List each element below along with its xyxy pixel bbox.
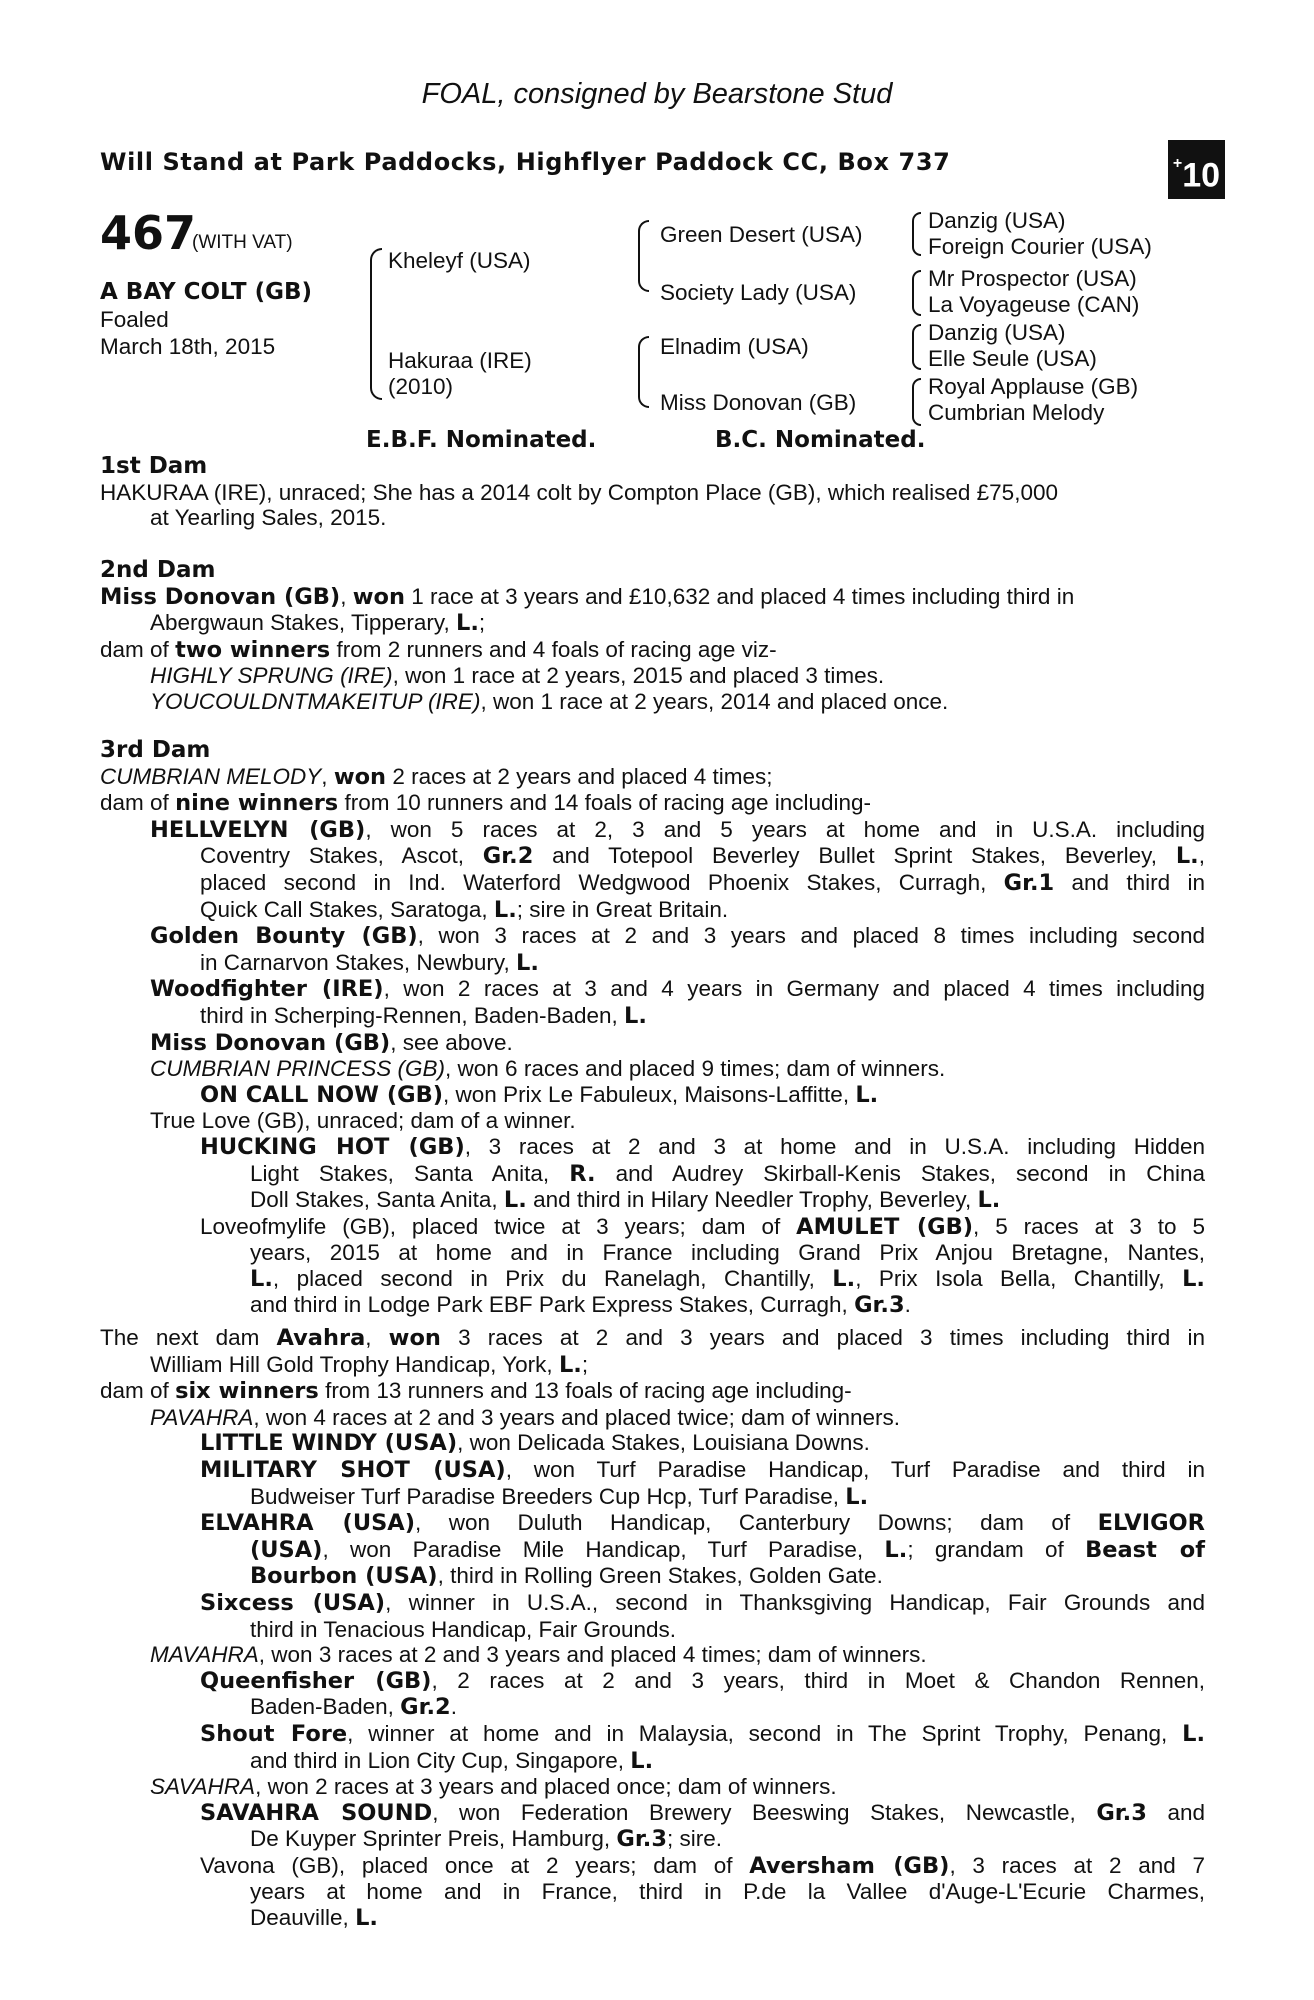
text: Light Stakes, Santa Anita, [250, 1160, 550, 1186]
horse-name: SAVAHRA SOUND [200, 1799, 433, 1826]
listed-mark: L. [355, 1905, 378, 1932]
text: placed second in Ind. Waterford Wedgwood Phoenix Stakes, Curragh, [200, 869, 987, 895]
text: ; sire. [666, 1826, 722, 1852]
first-dam-line-1: HAKURAA (IRE), unraced; She has a 2014 colt by Compton Place (GB), which realised £75,000 [100, 479, 1058, 505]
horse-name: CUMBRIAN PRINCESS (GB) [150, 1056, 446, 1082]
horse-name: Queenfisher (GB) [200, 1667, 432, 1694]
restricted-mark: R. [569, 1160, 596, 1187]
produce-line [100, 1668, 1205, 1695]
separator: , [365, 1325, 372, 1350]
text: , won 6 races and placed 9 times; dam of winners. [445, 1056, 946, 1082]
text: , won Prix Le Fabuleux, Maisons-Laffitte, [443, 1081, 850, 1107]
pedigree-dam-sire: Elnadim (USA) [660, 334, 809, 359]
badge-number: 10 [1182, 156, 1221, 195]
separator: , [340, 583, 347, 609]
produce-line [100, 1292, 1205, 1319]
produce-line [100, 950, 1205, 977]
horse-name: Avahra [276, 1325, 366, 1351]
text: ; sire in Great Britain. [516, 896, 729, 922]
lot-description: A BAY COLT (GB) [100, 279, 313, 305]
second-dam-section [100, 558, 1205, 715]
text: from 10 runners and 14 foals of racing age including- [344, 790, 872, 816]
produce-line [100, 1826, 1205, 1853]
produce-line [100, 1694, 1205, 1721]
produce-line [100, 923, 1205, 950]
text: Baden-Baden, [250, 1694, 394, 1720]
pedigree-g8: Cumbrian Melody [928, 400, 1105, 425]
text: and third in Lion City Cup, Singapore, [250, 1747, 624, 1773]
pedigree-g4: La Voyageuse (CAN) [928, 292, 1140, 317]
winners-count: six winners [175, 1378, 319, 1405]
second-dam-heading: 2nd Dam [100, 557, 216, 583]
text: , won Delicada Stakes, Louisiana Downs. [457, 1430, 870, 1456]
pedigree-brace-g4 [912, 378, 921, 426]
horse-name: Woodfighter (IRE) [150, 976, 384, 1003]
text: , won 5 races at 2, 3 and 5 years at home and in U.S.A. including [365, 816, 1205, 842]
listed-mark: L. [855, 1081, 879, 1108]
text: , 3 races at 2 and 3 at home and in U.S.A. including Hidden [464, 1133, 1205, 1159]
listed-mark: L. [515, 949, 539, 976]
text: , won Federation Brewery Beeswing Stakes, Newcastle, [432, 1799, 1076, 1825]
vat-note: (WITH VAT) [192, 232, 293, 253]
text: ; [581, 1351, 589, 1377]
produce-line [100, 1563, 1205, 1590]
produce-line [100, 1905, 1205, 1932]
text: , won Turf Paradise Handicap, Turf Paradise and third in [505, 1456, 1205, 1482]
text: . [450, 1694, 457, 1720]
group-mark: Gr.3 [616, 1826, 667, 1853]
horse-name: CUMBRIAN MELODY [100, 763, 322, 789]
horse-name: SAVAHRA [150, 1774, 256, 1800]
next-dam-line-3 [100, 1378, 1205, 1405]
listed-mark: L. [977, 1187, 1001, 1214]
horse-name: Sixcess (USA) [200, 1589, 386, 1616]
third-dam-section [100, 738, 1205, 1319]
horse-name: HUCKING HOT (GB) [200, 1133, 465, 1160]
produce-line [100, 1642, 1205, 1668]
listed-mark: L. [456, 610, 479, 637]
horse-name: YOUCOULDNTMAKEITUP (IRE) [150, 688, 481, 714]
text: from 13 runners and 13 foals of racing age including- [325, 1378, 852, 1404]
won-label: won [388, 1325, 441, 1351]
text: , won Duluth Handicap, Canterbury Downs; dam of [415, 1510, 1071, 1536]
first-dam-heading: 1st Dam [100, 453, 208, 479]
first-dam-line-2: at Yearling Sales, 2015. [150, 505, 387, 531]
text: ; [478, 610, 486, 636]
pedigree-sire: Kheleyf (USA) [388, 248, 531, 273]
produce-line [100, 1134, 1205, 1161]
text: Quick Call Stakes, Saratoga, [200, 896, 488, 922]
winners-count: two winners [175, 636, 331, 663]
separator: , [321, 763, 328, 789]
text: , [1198, 843, 1205, 869]
text: , winner at home and in Malaysia, second in The Sprint Trophy, Penang, [347, 1720, 1168, 1746]
produce-line [100, 1214, 1205, 1241]
produce-line: years, 2015 at home and in France including Grand Prix Anjou Bretagne, Nantes, [250, 1240, 1205, 1266]
produce-line [100, 1853, 1205, 1880]
listed-mark: L. [884, 1536, 908, 1563]
pedigree-brace-g3 [912, 324, 921, 370]
text: ; grandam of [907, 1536, 1064, 1562]
second-dam-line-1 [100, 584, 1205, 611]
listed-mark: L. [624, 1002, 647, 1029]
produce-line [100, 1056, 1205, 1082]
text: De Kuyper Sprinter Preis, Hamburg, [250, 1826, 611, 1852]
text: , won 2 races at 3 years and placed once; dam of winners. [255, 1774, 837, 1800]
third-dam-heading: 3rd Dam [100, 737, 211, 763]
produce-line [100, 870, 1205, 897]
text: , won 1 race at 2 years, 2014 and placed once. [480, 688, 949, 714]
text: and Totepool Beverley Bullet Sprint Stakes, Beverley, [552, 843, 1157, 869]
text: in Carnarvon Stakes, Newbury, [200, 949, 510, 975]
won-label: won [333, 763, 387, 790]
produce-line [100, 1187, 1205, 1214]
pedigree-brace-dam [638, 336, 649, 408]
text: and Audrey Skirball-Kenis Stakes, second in China [615, 1160, 1205, 1186]
horse-name: ELVAHRA (USA) [200, 1510, 416, 1537]
text: , won 4 races at 2 and 3 years and placed twice; dam of winners. [253, 1404, 900, 1430]
pedigree-g7: Royal Applause (GB) [928, 374, 1139, 399]
text: Loveofmylife (GB), placed twice at 3 years; dam of [200, 1213, 781, 1239]
text: William Hill Gold Trophy Handicap, York, [150, 1351, 553, 1377]
text: 1 race at 3 years and £10,632 and placed 4 times including third in [411, 583, 1075, 609]
group-mark: Gr.3 [854, 1292, 905, 1319]
group-mark: Gr.2 [482, 843, 534, 870]
horse-name: Miss Donovan (GB) [100, 583, 341, 610]
produce-line [100, 1161, 1205, 1188]
foaled-label: Foaled [100, 307, 169, 332]
horse-name: Miss Donovan (GB) [150, 1029, 391, 1056]
text: dam of [100, 790, 169, 816]
text: , won Paradise Mile Handicap, Turf Paradise, [322, 1536, 864, 1562]
text: Abergwaun Stakes, Tipperary, [150, 610, 450, 636]
produce-line [100, 1266, 1205, 1293]
text: 3 races at 2 and 3 years and placed 3 times including third in [458, 1325, 1205, 1350]
text: Vavona (GB), placed once at 2 years; dam of [200, 1852, 733, 1878]
pedigree-sire-dam: Society Lady (USA) [660, 280, 857, 305]
listed-mark: L. [1182, 1265, 1205, 1292]
produce-line [100, 1774, 1205, 1800]
produce-line [100, 976, 1205, 1003]
horse-name: Shout Fore [200, 1720, 348, 1747]
offspring-line [100, 663, 1205, 689]
group-mark: Gr.2 [400, 1694, 451, 1721]
listed-mark: L. [250, 1265, 273, 1292]
second-dam-line-3 [100, 637, 1205, 664]
text: 2 races at 2 years and placed 4 times; [392, 763, 773, 789]
group-mark: Gr.1 [1003, 869, 1055, 896]
listed-mark: L. [1182, 1720, 1205, 1747]
text: . [904, 1292, 911, 1318]
winners-count: nine winners [175, 790, 339, 817]
text: , won 1 race at 2 years, 2015 and placed 3 times. [392, 663, 885, 689]
produce-line: third in Tenacious Handicap, Fair Grounds. [250, 1616, 677, 1642]
text: third in Scherping-Rennen, Baden-Baden, [200, 1002, 618, 1028]
text: and [1167, 1799, 1205, 1825]
text: dam of [100, 1378, 169, 1404]
foaled-date: March 18th, 2015 [100, 334, 276, 359]
pedigree-g5: Danzig (USA) [928, 320, 1066, 345]
text: , 2 races at 2 and 3 years, third in Moet & Chandon Rennen, [431, 1667, 1205, 1693]
listed-mark: L. [493, 896, 517, 923]
third-dam-line-1 [100, 764, 1205, 791]
horse-name: Beast of [1085, 1536, 1205, 1563]
lot-number: 467 [100, 206, 197, 260]
text: Deauville, [250, 1905, 349, 1931]
listed-mark: L. [503, 1187, 527, 1214]
produce-line [100, 817, 1205, 844]
horse-name: ON CALL NOW (GB) [200, 1081, 444, 1108]
horse-name: HIGHLY SPRUNG (IRE) [150, 663, 393, 689]
text: , won 3 races at 2 and 3 years and placed 4 times; dam of winners. [258, 1642, 927, 1668]
produce-line [100, 897, 1205, 924]
text: , won 3 races at 2 and 3 years and placed 8 times including second [417, 923, 1205, 949]
produce-line [100, 1484, 1205, 1511]
horse-name: PAVAHRA [150, 1404, 254, 1430]
text: , third in Rolling Green Stakes, Golden Gate. [437, 1563, 883, 1589]
text: , see above. [390, 1029, 513, 1055]
produce-line [100, 1082, 1205, 1109]
produce-line [100, 843, 1205, 870]
text: and third in Lodge Park EBF Park Express Stakes, Curragh, [250, 1292, 848, 1318]
text: , 5 races at 3 to 5 [973, 1213, 1205, 1239]
produce-line [100, 1590, 1205, 1617]
listed-mark: L. [558, 1351, 582, 1378]
text: Coventry Stakes, Ascot, [200, 843, 464, 869]
pedigree-brace-sire [638, 220, 649, 292]
second-dam-line-2 [100, 610, 1205, 637]
pedigree-g1: Danzig (USA) [928, 208, 1066, 233]
horse-name: AMULET (GB) [796, 1213, 974, 1240]
text: , Prix Isola Bella, Chantilly, [855, 1265, 1165, 1291]
horse-name: Aversham (GB) [749, 1852, 950, 1879]
horse-suffix: (USA) [250, 1536, 323, 1563]
horse-name: LITTLE WINDY (USA) [200, 1430, 458, 1457]
produce-line [100, 1721, 1205, 1748]
pedigree-sire-sire: Green Desert (USA) [660, 222, 863, 247]
text: , 3 races at 2 and 7 [949, 1852, 1205, 1878]
produce-line [100, 1457, 1205, 1484]
first-dam-section [100, 454, 1205, 531]
text: The next dam [100, 1325, 260, 1350]
horse-name: Golden Bounty (GB) [150, 923, 418, 950]
produce-line: years at home and in France, third in P.de la Vallee d'Auge-L'Ecurie Charmes, [250, 1879, 1205, 1905]
page-title: FOAL, consigned by Bearstone Stud [421, 78, 893, 110]
horse-name: MAVAHRA [150, 1642, 259, 1668]
text: , won 2 races at 3 and 4 years in Germany and placed 4 times including [383, 976, 1205, 1002]
pedigree-brace-g2 [912, 270, 921, 316]
text: from 2 runners and 4 foals of racing age viz- [336, 636, 777, 662]
text: , winner in U.S.A., second in Thanksgiving Handicap, Fair Grounds and [385, 1589, 1205, 1615]
horse-name: HELLVELYN (GB) [150, 816, 366, 843]
text: and third in [1071, 869, 1205, 895]
pedigree-dam: Hakuraa (IRE) [388, 348, 532, 373]
produce-line [100, 1030, 1205, 1057]
text: Budweiser Turf Paradise Breeders Cup Hcp, Turf Paradise, [250, 1483, 840, 1509]
ebf-nominated: E.B.F. Nominated. [366, 427, 597, 453]
produce-line [100, 1748, 1205, 1775]
pedigree-g6: Elle Seule (USA) [928, 346, 1097, 371]
group-mark: Gr.3 [1096, 1799, 1147, 1826]
bc-nominated: B.C. Nominated. [715, 427, 926, 453]
listed-mark: L. [832, 1265, 856, 1292]
page-badge [1168, 140, 1225, 199]
pedigree-brace-main [370, 248, 382, 400]
produce-line [100, 1537, 1205, 1564]
produce-line [100, 1510, 1205, 1537]
pedigree-dam-dam: Miss Donovan (GB) [660, 390, 857, 415]
next-dam-section [100, 1325, 1205, 1932]
badge-plus: + [1172, 155, 1183, 172]
produce-line: True Love (GB), unraced; dam of a winner. [150, 1108, 576, 1134]
text: , placed second in Prix du Ranelagh, Chantilly, [272, 1265, 815, 1291]
pedigree-dam-year: (2010) [388, 374, 454, 399]
listed-mark: L. [845, 1483, 869, 1510]
offspring-line [100, 689, 1205, 715]
text: and third in Hilary Needler Trophy, Beverley, [533, 1187, 972, 1213]
pedigree-g3: Mr Prospector (USA) [928, 266, 1137, 291]
horse-name: Bourbon (USA) [250, 1563, 438, 1590]
pedigree-g2: Foreign Courier (USA) [928, 234, 1152, 259]
text: Doll Stakes, Santa Anita, [250, 1187, 498, 1213]
produce-line [100, 1800, 1205, 1827]
produce-line [100, 1003, 1205, 1030]
listed-mark: L. [1175, 843, 1199, 870]
next-dam-line-2 [100, 1352, 1205, 1379]
third-dam-line-2 [100, 790, 1205, 817]
produce-line [100, 1430, 1205, 1457]
listed-mark: L. [630, 1747, 654, 1774]
next-dam-line-1 [100, 1325, 1205, 1352]
produce-line [100, 1405, 1205, 1431]
text: dam of [100, 636, 169, 662]
stand-location: Will Stand at Park Paddocks, Highflyer Paddock CC, Box 737 [100, 148, 951, 176]
pedigree-brace-g1 [912, 212, 921, 256]
horse-name: ELVIGOR [1097, 1510, 1205, 1537]
won-label: won [352, 583, 406, 610]
horse-name: MILITARY SHOT (USA) [200, 1456, 506, 1483]
